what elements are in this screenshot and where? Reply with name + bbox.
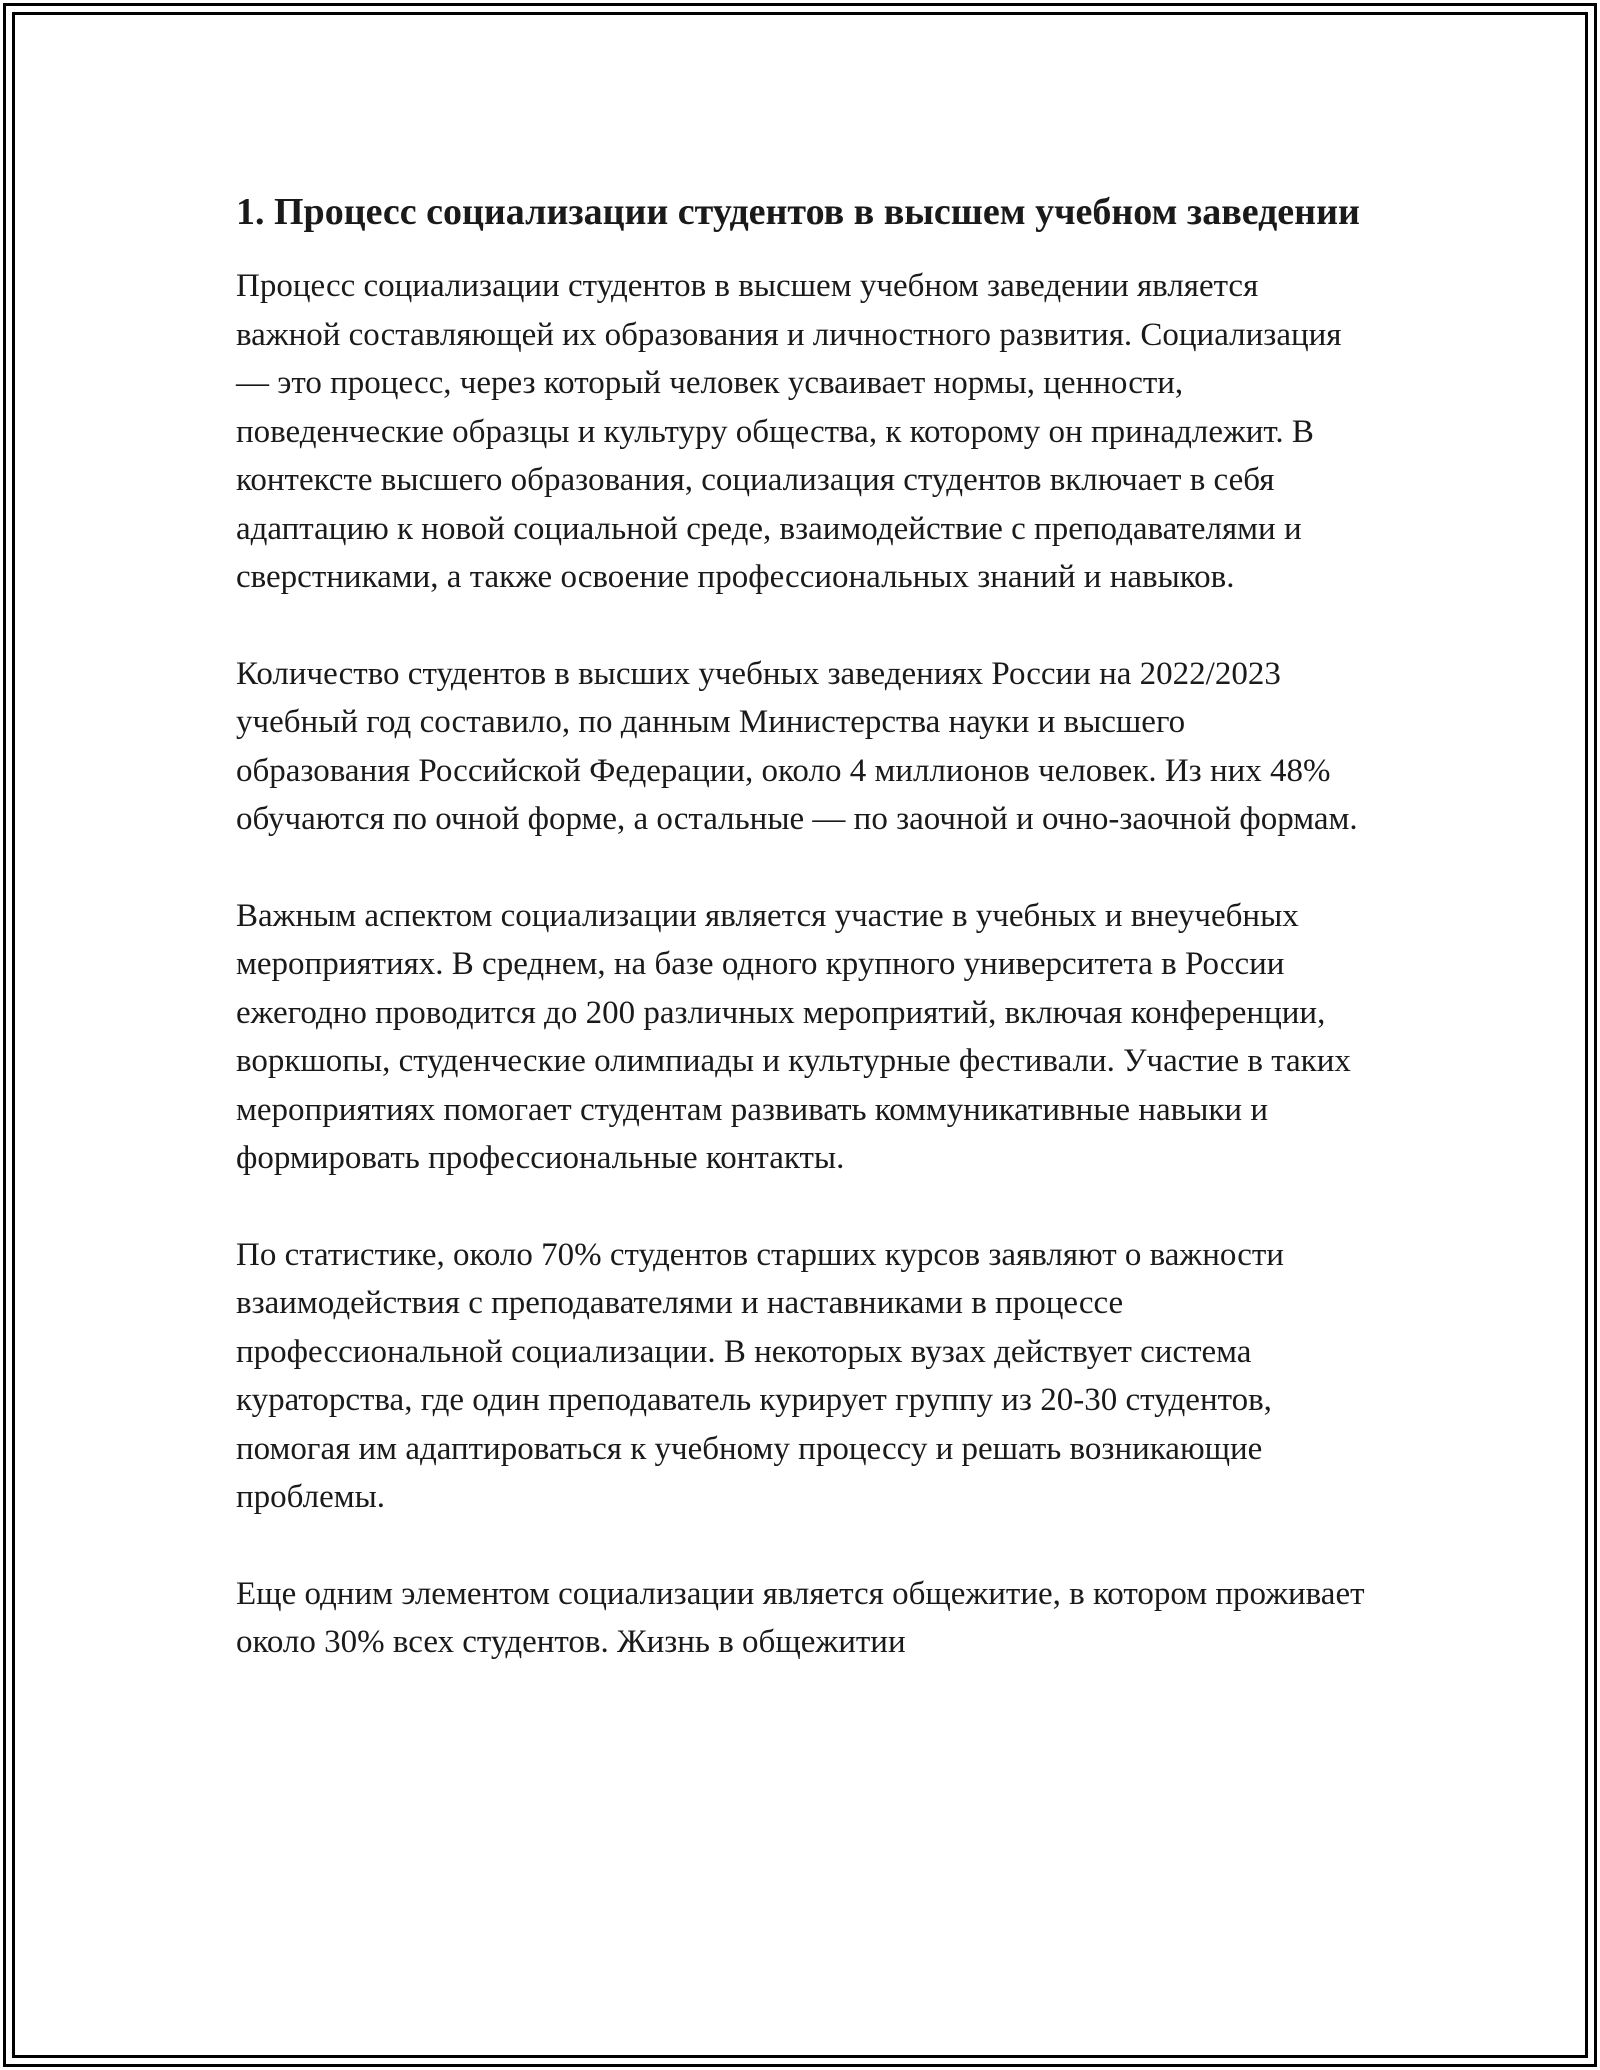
document-body <box>236 185 1366 1715</box>
paragraph-mentorship: По статистике, около 70% студентов старших курсов заявляют о важности взаимодействия с преподавателями и наставниками в процессе профессиональной социализации. В некоторых вузах действует система кураторства, где один преподаватель курирует группу из 20-30 студентов, помогая им адаптироваться к учебному процессу и решать возникающие проблемы. <box>236 1236 1284 1515</box>
section-heading: 1. Процесс социализации студентов в высшем учебном заведении <box>236 191 1360 233</box>
paragraph-dormitory: Еще одним элементом социализации является общежитие, в котором проживает около 30% всех студентов. Жизнь в общежитии <box>236 1575 1365 1660</box>
paragraph-student-count: Количество студентов в высших учебных заведениях России на 2022/2023 учебный год составило, по данным Министерства науки и высшего образования Российской Федерации, около 4 миллионов человек. Из них 48% обучаются по очной форме, а остальные — по заочной и очно-заочной формам. <box>236 655 1358 837</box>
paragraph-events: Важным аспектом социализации является участие в учебных и внеучебных мероприятиях. В среднем, на базе одного крупного университета в России ежегодно проводится до 200 различных мероприятий, включая конференции, воркшопы, студенческие олимпиады и культурные фестивали. Участие в таких мероприятиях помогает студентам развивать коммуникативные навыки и формировать профессиональные контакты. <box>236 897 1351 1176</box>
paragraph-socialization-definition: Процесс социализации студентов в высшем учебном заведении является важной составляющей их образования и личностного развития. Социализация — это процесс, через который человек усваивает нормы, ценности, поведенческие образцы и культуру общества, к которому он принадлежит. В контексте высшего образования, социализация студентов включает в себя адаптацию к новой социальной среде, взаимодействие с преподавателями и сверстниками, а также освоение профессиональных знаний и навыков. <box>236 268 1342 595</box>
